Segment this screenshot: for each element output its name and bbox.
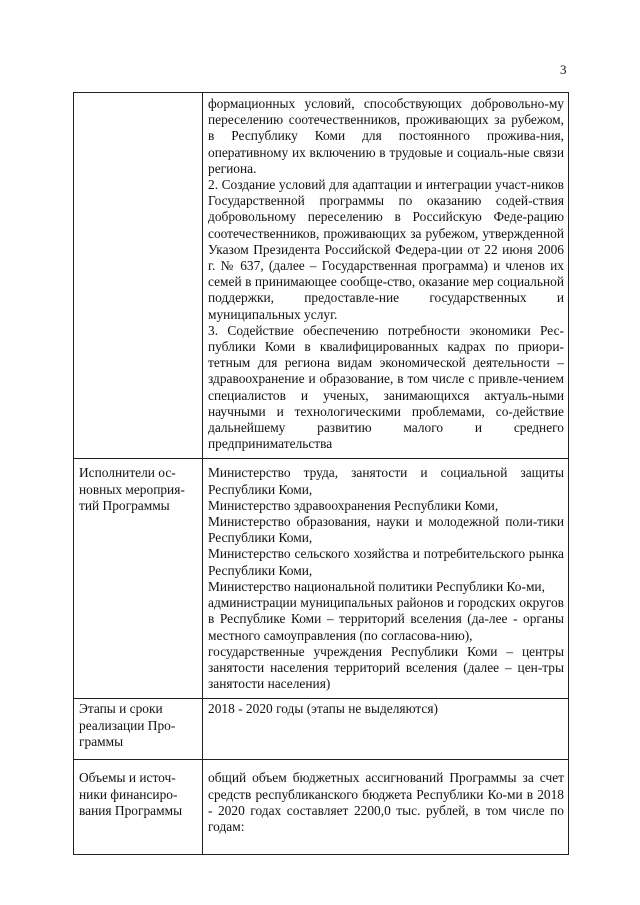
row-content-goals xyxy=(203,93,569,459)
executor-item: Министерство здравоохранения Республики Коми, xyxy=(208,497,499,513)
row-content-stages xyxy=(203,699,569,760)
row-label-financing: Объемы и источ-ники финансиро-вания Программы xyxy=(74,760,203,855)
table-row-goals xyxy=(74,93,569,459)
page-number: 3 xyxy=(560,62,567,77)
row-label-executors: Исполнители ос-новных мероприя-тий Программы xyxy=(74,459,203,699)
table-row-executors xyxy=(74,459,569,699)
executor-item: государственные учреждения Республики Коми – центры занятости населения территорий вселения (далее – цен-тры занятости населения) xyxy=(208,643,564,692)
row-content-executors xyxy=(203,459,569,699)
executor-item: Министерство образования, науки и молодежной поли-тики Республики Коми, xyxy=(208,514,564,546)
goal-paragraph-2: 2. Создание условий для адаптации и интеграции участ-ников Государственной программы по оказанию содей-ствия добровольному переселению в Российскую Феде-рацию соотечественников, проживающих за рубежом, утвержденной Указом Президента Российской Федера-ции от 22 июня 2006 г. № 637, (далее – Государственная программа) и членов их семей в принимающее сообще-ство, оказание мер социальной поддержки, предоставле-ние государственных и муниципальных услуг. xyxy=(208,177,564,322)
row-label-stages: Этапы и сроки реализации Про-граммы xyxy=(74,699,203,760)
stages-text: 2018 - 2020 годы (этапы не выделяются) xyxy=(208,701,438,717)
program-passport-table xyxy=(73,92,569,855)
row-content-financing xyxy=(203,760,569,855)
row-label-empty xyxy=(74,93,203,459)
financing-text: общий объем бюджетных ассигнований Программы за счет средств республиканского бюджета Республики Ко-ми в 2018 - 2020 годах составляет 2200,0 тыс. рублей, в том числе по годам: xyxy=(208,770,564,834)
table-row-financing xyxy=(74,760,569,855)
executor-item: Министерство национальной политики Республики Ко-ми, xyxy=(208,578,545,594)
executor-item: Министерство труда, занятости и социальной защиты Республики Коми, xyxy=(208,465,564,497)
goal-paragraph-1-continued: формационных условий, способствующих добровольно-му переселению соотечественников, проживающих за рубежом, в Республику Коми для постоянного прожива-ния, оперативному их включению в трудовые и социаль-ные связи региона. xyxy=(208,96,564,176)
executor-item: администрации муниципальных районов и городских округов в Республике Коми – территорий вселения (да-лее - органы местного самоуправления (по согласова-нию), xyxy=(208,595,564,643)
goal-paragraph-3: 3. Содействие обеспечению потребности экономики Рес-публики Коми в квалифицированных кадрах по приори-тетным для региона видам экономической деятельности – здравоохранение и образование, в том числе с привле-чением специалистов и ученых, занимающихся актуаль-ными научными и технологическими проблемами, со-действие дальнейшему развитию малого и среднего предпринимательства xyxy=(208,322,564,452)
executor-item: Министерство сельского хозяйства и потребительского рынка Республики Коми, xyxy=(208,546,564,578)
table-row-stages xyxy=(74,699,569,760)
